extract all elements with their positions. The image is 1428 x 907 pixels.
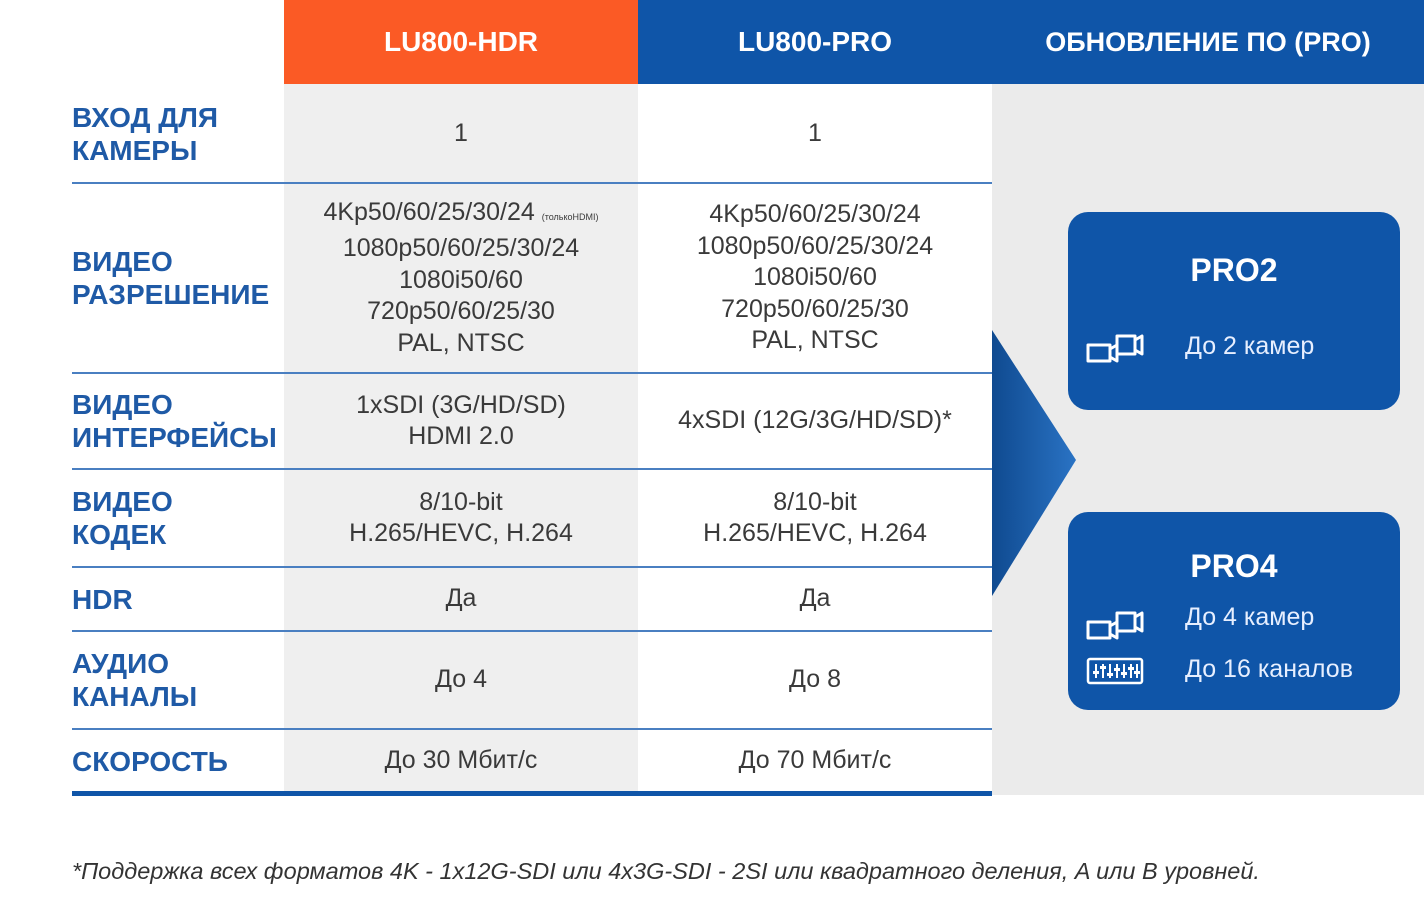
header-lu800-hdr-label: LU800-HDR [383, 26, 539, 57]
cell-value: 1 [808, 119, 822, 148]
pro4-cameras: До 4 камер [1185, 603, 1315, 631]
cell-hdr-video-resolution [284, 184, 638, 372]
cell-value: 8/10-bit [419, 487, 503, 516]
pro4-title: PRO4 [1190, 548, 1278, 584]
cell-hdr-hdr [284, 568, 638, 630]
header-upgrade-label: ОБНОВЛЕНИЕ ПО (PRO) [1045, 26, 1371, 57]
row-label-speed: СКОРОСТЬ [72, 745, 228, 777]
cell-pro-camera-input [638, 86, 992, 182]
pro4-card [1068, 512, 1400, 710]
table-bottom-rule [72, 791, 992, 796]
row-divider [72, 468, 992, 470]
cell-pro-video-interfaces [638, 374, 992, 468]
pro2-title: PRO2 [1190, 252, 1278, 288]
cell-value: H.265/HEVC, H.264 [703, 519, 927, 547]
cell-value: H.265/HEVC, H.264 [349, 519, 573, 547]
cell-value: PAL, NTSC [397, 328, 525, 357]
cell-pro-video-codec [638, 470, 992, 566]
row-divider [72, 182, 992, 184]
cell-value: 4xSDI (12G/3G/HD/SD)* [678, 406, 952, 435]
row-divider [72, 630, 992, 632]
cell-value: 1 [454, 119, 468, 148]
row-divider [72, 566, 992, 568]
row-label-hdr: HDR [72, 583, 133, 615]
cell-hdr-camera-input [284, 86, 638, 182]
header-lu800-pro [638, 0, 992, 84]
cell-value: До 30 Мбит/с [384, 746, 538, 775]
cell-hdr-video-codec [284, 470, 638, 566]
cell-hdr-speed [284, 730, 638, 792]
row-label-video-interfaces: ВИДЕО ИНТЕРФЕЙСЫ [72, 389, 277, 453]
cell-value: 4Kp50/60/25/30/24 [323, 197, 535, 226]
footnote: *Поддержка всех форматов 4K - 1x12G-SDI или 4x3G-SDI - 2SI или квадратного деления, A или B уровней. [72, 858, 1260, 884]
header-lu800-pro-label: LU800-PRO [737, 26, 893, 57]
cell-hdr-video-interfaces [284, 374, 638, 468]
cell-pro-speed [638, 730, 992, 792]
cell-pro-hdr [638, 568, 992, 630]
cell-value: 720p50/60/25/30 [367, 297, 555, 326]
cell-value: 720p50/60/25/30 [721, 294, 909, 323]
pro2-cameras: До 2 камер [1185, 332, 1315, 360]
cell-pro-audio-channels [638, 632, 992, 728]
cell-hdr-audio-channels [284, 632, 638, 728]
row-label-video-resolution: ВИДЕО РАЗРЕШЕНИЕ [72, 246, 270, 310]
row-divider [72, 372, 992, 374]
cell-pro-video-resolution [638, 184, 992, 372]
header-upgrade [992, 0, 1424, 84]
cell-value: HDMI 2.0 [408, 422, 514, 450]
header-lu800-hdr [284, 0, 638, 84]
pro2-card [1068, 212, 1400, 410]
audio-mixer-icon [1086, 657, 1144, 685]
cell-value: До 4 [435, 665, 487, 694]
cell-value: 4Kp50/60/25/30/24 [709, 200, 921, 229]
cell-line [323, 197, 598, 234]
cell-value: 1080p50/60/25/30/24 [342, 234, 580, 263]
camera-icon [1086, 332, 1144, 364]
cell-value: Да [445, 584, 477, 613]
cell-value: До 70 Мбит/с [738, 746, 892, 775]
row-divider [72, 728, 992, 730]
camera-icon [1086, 609, 1144, 641]
row-label-camera-input: ВХОД ДЛЯ КАМЕРЫ [72, 102, 218, 166]
cell-value: PAL, NTSC [751, 326, 879, 355]
cell-value: 1080p50/60/25/30/24 [696, 231, 934, 260]
row-label-video-codec: ВИДЕО КОДЕК [72, 486, 173, 550]
pro4-channels: До 16 каналов [1185, 655, 1353, 683]
cell-value: 1080i50/60 [399, 265, 523, 294]
hdmi-only-note: (толькоHDMI) [541, 211, 599, 222]
cell-value: До 8 [789, 665, 841, 694]
cell-value: Да [799, 584, 831, 613]
row-label-audio-channels: АУДИО КАНАЛЫ [72, 648, 198, 712]
cell-value: 1080i50/60 [753, 263, 877, 292]
cell-value: 1xSDI (3G/HD/SD) [356, 390, 566, 419]
cell-value: 8/10-bit [773, 487, 857, 516]
